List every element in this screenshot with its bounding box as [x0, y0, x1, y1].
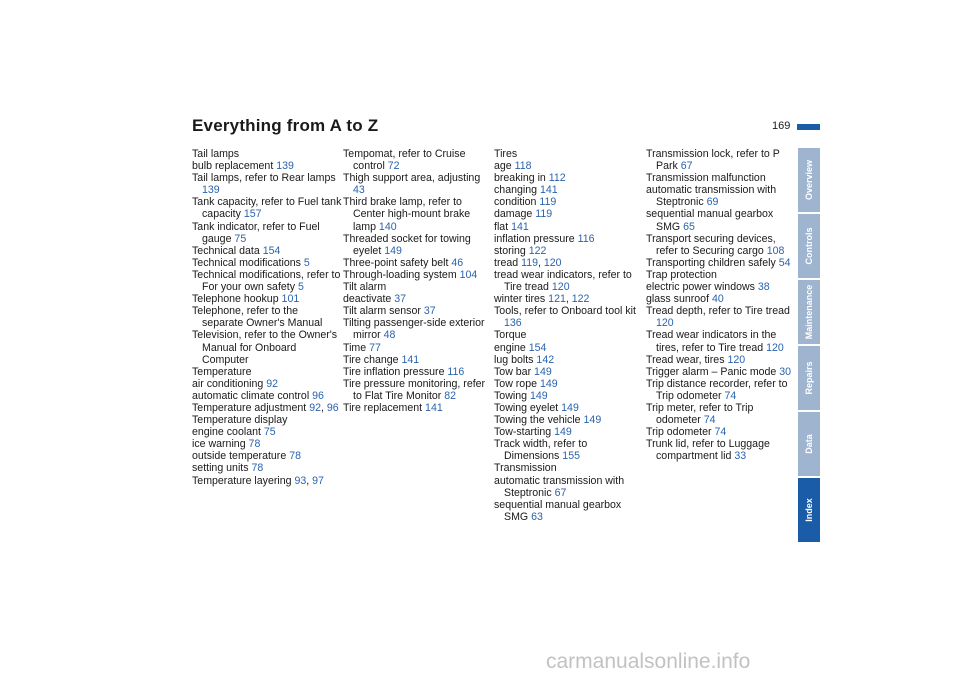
- entry-term: setting units: [192, 462, 249, 475]
- page-ref-link[interactable]: 149: [529, 389, 548, 402]
- tab-label: Maintenance: [804, 284, 814, 340]
- index-subentry: [343, 293, 493, 305]
- tab-controls[interactable]: [798, 214, 820, 278]
- entry-term: Track width, refer to Dimensions: [494, 438, 588, 463]
- page-ref-link[interactable]: 97: [312, 474, 324, 487]
- entry-term: outside temperature: [192, 450, 287, 463]
- index-subentry: [646, 293, 796, 305]
- tab-label: Index: [804, 498, 814, 522]
- index-entry: [494, 148, 644, 160]
- index-entry: [343, 342, 493, 354]
- index-entry: [192, 414, 342, 426]
- index-entry: [192, 366, 342, 378]
- page-ref-link[interactable]: 120: [543, 256, 562, 269]
- page-ref-link[interactable]: 108: [766, 244, 785, 257]
- page-ref-link[interactable]: 48: [383, 329, 396, 342]
- index-entry: [343, 354, 493, 366]
- entry-term: automatic transmission with Steptronic: [646, 184, 777, 209]
- page-ref-link[interactable]: 149: [554, 426, 572, 439]
- entry-term: Tow bar: [494, 365, 532, 378]
- entry-term: Tank capacity, refer to Fuel tank capacity: [192, 196, 342, 221]
- entry-term: Tires: [494, 148, 518, 160]
- index-subentry: [494, 342, 644, 354]
- entry-term: Tire change: [343, 353, 399, 366]
- index-subentry: [494, 196, 644, 208]
- entry-term: Tread depth, refer to Tire tread: [646, 305, 790, 318]
- index-entry: [343, 257, 493, 269]
- entry-term: condition: [494, 196, 537, 209]
- entry-term: engine: [494, 341, 526, 354]
- page-ref-link[interactable]: 78: [251, 462, 264, 475]
- page-ref-link[interactable]: 139: [276, 160, 294, 173]
- index-entry: [646, 426, 796, 438]
- index-entry: [343, 402, 493, 414]
- entry-term: Tilt alarm sensor: [343, 305, 421, 318]
- page-ref-link[interactable]: 82: [444, 389, 457, 402]
- entry-term: Transporting children safely: [646, 256, 776, 269]
- entry-term: Transmission lock, refer to P Park: [646, 148, 780, 173]
- index-subentry: [494, 269, 644, 293]
- entry-term: Tire inflation pressure: [343, 365, 445, 378]
- entry-term: Towing the vehicle: [494, 414, 581, 427]
- index-entry: [494, 366, 644, 378]
- index-entry: [646, 354, 796, 366]
- index-entry: [646, 366, 796, 378]
- index-subentry: [494, 221, 644, 233]
- entry-term: Television, refer to the Owner's Manual for Onboard Computer: [192, 329, 338, 366]
- entry-term: Third brake lamp, refer to Center high-mount brake lamp: [343, 196, 471, 233]
- entry-term: inflation pressure: [494, 232, 575, 245]
- index-subentry: tread 119, 120: [494, 256, 562, 269]
- tab-label: Overview: [804, 159, 814, 201]
- index-entry: [494, 414, 644, 426]
- index-entry: [494, 390, 644, 402]
- index-entry: [192, 245, 342, 257]
- entry-term: Tire pressure monitoring, refer to Flat Tire Monitor: [343, 377, 486, 402]
- page-ref-link[interactable]: 120: [727, 353, 746, 366]
- entry-term: Technical modifications: [192, 256, 301, 269]
- tab-repairs[interactable]: [798, 346, 820, 410]
- entry-term: Transport securing devices, refer to Securing cargo: [646, 232, 776, 257]
- index-subentry: [192, 160, 342, 172]
- entry-term: Technical data: [192, 244, 260, 257]
- index-subentry: [192, 390, 342, 402]
- page-ref-link[interactable]: 92: [309, 401, 321, 414]
- entry-term: Trip distance recorder, refer to Trip odometer: [646, 377, 788, 402]
- entry-term: Towing: [494, 389, 527, 402]
- entry-term: Tread wear, tires: [646, 353, 725, 366]
- page-ref-link[interactable]: 154: [262, 244, 281, 257]
- index-subentry: [494, 354, 644, 366]
- page-ref-link[interactable]: 142: [536, 353, 555, 366]
- index-entry: [343, 305, 493, 317]
- entry-term: winter tires: [494, 293, 546, 306]
- page-ref-link[interactable]: 96: [312, 389, 324, 402]
- entry-term: storing: [494, 244, 526, 257]
- entry-term: Tools, refer to Onboard tool kit: [494, 305, 636, 318]
- page-title: Everything from A to Z: [192, 116, 379, 135]
- entry-term: Trip meter, refer to Trip odometer: [646, 401, 754, 427]
- page-ref-link[interactable]: 141: [401, 353, 420, 366]
- entry-term: Technical modifications, refer to For your own safety: [192, 268, 341, 294]
- entry-term: automatic climate control: [192, 389, 310, 402]
- entry-term: Tread wear indicators in the tires, refer to Tire tread: [646, 329, 777, 354]
- tab-maintenance[interactable]: [798, 280, 820, 344]
- index-subentry: [646, 208, 796, 232]
- entry-term: Temperature display: [192, 414, 288, 427]
- page-ref-link[interactable]: 149: [534, 365, 552, 378]
- entry-term: Tail lamps, refer to Rear lamps: [192, 172, 336, 185]
- tab-label: Controls: [804, 227, 814, 265]
- page-ref-link[interactable]: 120: [656, 317, 674, 330]
- entry-term: Thigh support area, adjusting: [343, 172, 481, 185]
- page-ref-link[interactable]: 104: [459, 268, 478, 281]
- index-entry: [646, 402, 796, 426]
- index-column-4: [646, 148, 796, 462]
- page-ref-link[interactable]: 141: [511, 220, 529, 233]
- page-ref-link[interactable]: 38: [757, 281, 770, 294]
- page-ref-link[interactable]: 120: [766, 341, 784, 354]
- entry-term: Tempomat, refer to Cruise control: [343, 148, 466, 173]
- index-entry: [646, 329, 796, 353]
- entry-term: engine coolant: [192, 426, 261, 439]
- index-subentry: [494, 233, 644, 245]
- page-ref-link[interactable]: 122: [528, 244, 547, 257]
- page-ref-link[interactable]: 140: [378, 220, 397, 233]
- index-entry: [343, 317, 493, 341]
- index-entry: [192, 269, 342, 293]
- page-ref-link[interactable]: 101: [281, 293, 300, 306]
- page-ref-link[interactable]: 75: [263, 426, 276, 439]
- page-ref-link[interactable]: 67: [554, 486, 567, 499]
- index-entry: [343, 281, 493, 293]
- index-subentry: [192, 426, 342, 438]
- page-ref-link[interactable]: 77: [369, 341, 381, 354]
- page-ref-link[interactable]: 96: [326, 401, 339, 414]
- entry-term: ice warning: [192, 438, 246, 451]
- index-entry: [646, 257, 796, 269]
- index-entry: [192, 305, 342, 329]
- page-ref-link[interactable]: 75: [234, 232, 247, 245]
- page-ref-link[interactable]: 92: [266, 377, 279, 390]
- page-ref-link[interactable]: 157: [243, 208, 262, 221]
- index-entry: [646, 378, 796, 402]
- index-column-3: [494, 148, 644, 523]
- entry-term: Tank indicator, refer to Fuel gauge: [192, 220, 320, 245]
- index-entry: [192, 196, 342, 220]
- index-entry: [343, 233, 493, 257]
- entry-term: age: [494, 160, 512, 173]
- section-tabs: [798, 148, 820, 544]
- page-ref-link[interactable]: 54: [778, 256, 791, 269]
- page-ref-link[interactable]: 154: [528, 341, 547, 354]
- entry-term: Transmission: [494, 462, 557, 475]
- page-ref-link[interactable]: 119: [539, 196, 557, 209]
- page-ref-link[interactable]: 141: [539, 184, 558, 197]
- page-ref-link[interactable]: 116: [447, 365, 465, 378]
- entry-term: Tilt alarm: [343, 281, 387, 294]
- entry-term: automatic transmission with Steptronic: [494, 474, 625, 499]
- page-ref-link[interactable]: 149: [583, 414, 602, 427]
- page-ref-link[interactable]: 72: [387, 160, 400, 173]
- page-ref-link[interactable]: 63: [531, 510, 543, 523]
- page-ref-link[interactable]: 139: [202, 184, 220, 197]
- page-ref-link[interactable]: 112: [548, 172, 566, 185]
- page-ref-link[interactable]: 43: [353, 184, 365, 197]
- index-subentry: [646, 184, 796, 208]
- index-subentry: winter tires 121, 122: [494, 293, 590, 306]
- entry-term: Tail lamps: [192, 148, 240, 160]
- index-entry: [192, 329, 342, 365]
- page-ref-link[interactable]: 93: [294, 474, 307, 487]
- entry-term: Tow-starting: [494, 426, 552, 439]
- index-entry: [494, 402, 644, 414]
- entry-term: flat: [494, 220, 509, 233]
- index-entry: [494, 378, 644, 390]
- index-entry: [646, 148, 796, 172]
- entry-term: lug bolts: [494, 353, 534, 366]
- index-subentry: [192, 462, 342, 474]
- page-ref-link[interactable]: 5: [303, 256, 310, 269]
- page-ref-link[interactable]: 37: [423, 305, 436, 318]
- tab-label: Repairs: [804, 361, 814, 395]
- index-entry: [343, 148, 493, 172]
- watermark: carmanualsonline.info: [546, 650, 751, 673]
- index-column-2: [343, 148, 493, 414]
- index-entry: [192, 172, 342, 196]
- index-subentry: [494, 475, 644, 499]
- entry-term: Transmission malfunction: [646, 172, 766, 185]
- index-entry: [343, 378, 493, 402]
- page-ref-link[interactable]: 30: [779, 365, 792, 378]
- page-ref-link[interactable]: 121: [548, 293, 566, 306]
- page-ref-link[interactable]: 149: [561, 401, 579, 414]
- index-subentry: [494, 184, 644, 196]
- tab-overview[interactable]: [798, 148, 820, 212]
- entry-term: tread: [494, 256, 519, 269]
- index-entry: [192, 148, 342, 160]
- index-entry: [343, 172, 493, 196]
- page-ref-link[interactable]: 149: [384, 244, 402, 257]
- entry-term: sequential manual gearbox SMG: [646, 208, 774, 233]
- page-ref-link[interactable]: 5: [297, 281, 304, 294]
- index-subentry: [494, 172, 644, 184]
- entry-term: electric power windows: [646, 281, 755, 294]
- index-entry: [192, 293, 342, 305]
- page-ref-link[interactable]: 78: [248, 438, 261, 451]
- index-entry: [192, 257, 342, 269]
- page-ref-link[interactable]: 155: [562, 450, 580, 463]
- index-entry: [494, 438, 644, 462]
- index-subentry: [192, 438, 342, 450]
- page-number-bar: [797, 124, 820, 130]
- page-ref-link[interactable]: 69: [706, 196, 719, 209]
- entry-term: damage: [494, 208, 533, 221]
- index-entry: [192, 221, 342, 245]
- entry-term: Temperature: [192, 365, 252, 378]
- index-entry: [343, 269, 493, 281]
- page-ref-link[interactable]: 120: [551, 281, 570, 294]
- index-entry: [646, 233, 796, 257]
- index-entry: Temperature layering 93, 97: [192, 474, 324, 487]
- index-entry: [494, 329, 644, 341]
- index-subentry: [494, 245, 644, 257]
- index-entry: [343, 196, 493, 232]
- entry-term: deactivate: [343, 293, 392, 306]
- tab-index[interactable]: [798, 478, 820, 542]
- entry-term: Telephone, refer to the separate Owner's Manual: [192, 305, 323, 330]
- index-subentry: [494, 208, 644, 220]
- entry-term: Trigger alarm – Panic mode: [646, 365, 777, 378]
- entry-term: tread wear indicators, refer to Tire tread: [494, 268, 632, 294]
- entry-term: Trap protection: [646, 268, 717, 281]
- entry-term: air conditioning: [192, 377, 264, 390]
- index-entry: [494, 305, 644, 329]
- index-subentry: [494, 160, 644, 172]
- page-number: 169: [772, 120, 791, 132]
- page-ref-link[interactable]: 119: [535, 208, 553, 221]
- page-ref-link[interactable]: 141: [425, 401, 443, 414]
- entry-term: breaking in: [494, 172, 546, 185]
- entry-term: Trunk lid, refer to Luggage compartment lid: [646, 438, 770, 463]
- entry-term: Tow rope: [494, 377, 537, 390]
- page-ref-link[interactable]: 46: [451, 256, 464, 269]
- page-ref-link[interactable]: 119: [521, 256, 538, 269]
- tab-label: Data: [804, 434, 814, 454]
- index-entry: [494, 426, 644, 438]
- entry-term: Through-loading system: [343, 268, 457, 281]
- index-entry: Temperature adjustment 92, 96: [192, 401, 339, 414]
- entry-term: Torque: [494, 329, 527, 342]
- index-subentry: [192, 450, 342, 462]
- page-ref-link[interactable]: 122: [571, 293, 590, 306]
- index-column-1: [192, 148, 342, 487]
- page-ref-link[interactable]: 40: [711, 293, 724, 306]
- entry-term: sequential manual gearbox SMG: [494, 498, 622, 523]
- index-entry: [343, 366, 493, 378]
- index-subentry: [494, 499, 644, 523]
- entry-term: Tire replacement: [343, 401, 423, 414]
- entry-term: Towing eyelet: [494, 401, 559, 414]
- entry-term: Time: [343, 341, 367, 354]
- index-entry: [646, 305, 796, 329]
- page-ref-link[interactable]: 116: [577, 232, 595, 245]
- page-ref-link[interactable]: 65: [683, 220, 695, 233]
- index-entry: [646, 438, 796, 462]
- page-ref-link[interactable]: 118: [514, 160, 532, 173]
- page-ref-link[interactable]: 74: [703, 414, 716, 427]
- entry-term: changing: [494, 184, 538, 197]
- entry-term: Telephone hookup: [192, 293, 279, 306]
- page-ref-link[interactable]: 74: [724, 389, 737, 402]
- page-ref-link[interactable]: 78: [289, 450, 301, 463]
- page-ref-link[interactable]: 37: [394, 293, 407, 306]
- index-entry: [494, 462, 644, 474]
- entry-term: Three-point safety belt: [343, 256, 449, 269]
- entry-term: Tilting passenger-side exterior mirror: [343, 317, 485, 342]
- page-ref-link[interactable]: 67: [680, 160, 693, 173]
- entry-term: glass sunroof: [646, 293, 710, 306]
- entry-term: bulb replacement: [192, 160, 274, 173]
- index-entry: [646, 269, 796, 281]
- index-entry: [646, 172, 796, 184]
- tab-data[interactable]: [798, 412, 820, 476]
- page-ref-link[interactable]: 74: [714, 426, 727, 439]
- entry-term: Temperature layering: [192, 474, 292, 487]
- page-ref-link[interactable]: 149: [539, 377, 558, 390]
- page-ref-link[interactable]: 136: [504, 317, 522, 330]
- index-subentry: [192, 378, 342, 390]
- page-ref-link[interactable]: 33: [734, 450, 747, 463]
- index-subentry: [646, 281, 796, 293]
- entry-term: Trip odometer: [646, 426, 712, 439]
- entry-term: Temperature adjustment: [192, 401, 307, 414]
- entry-term: Threaded socket for towing eyelet: [343, 232, 471, 257]
